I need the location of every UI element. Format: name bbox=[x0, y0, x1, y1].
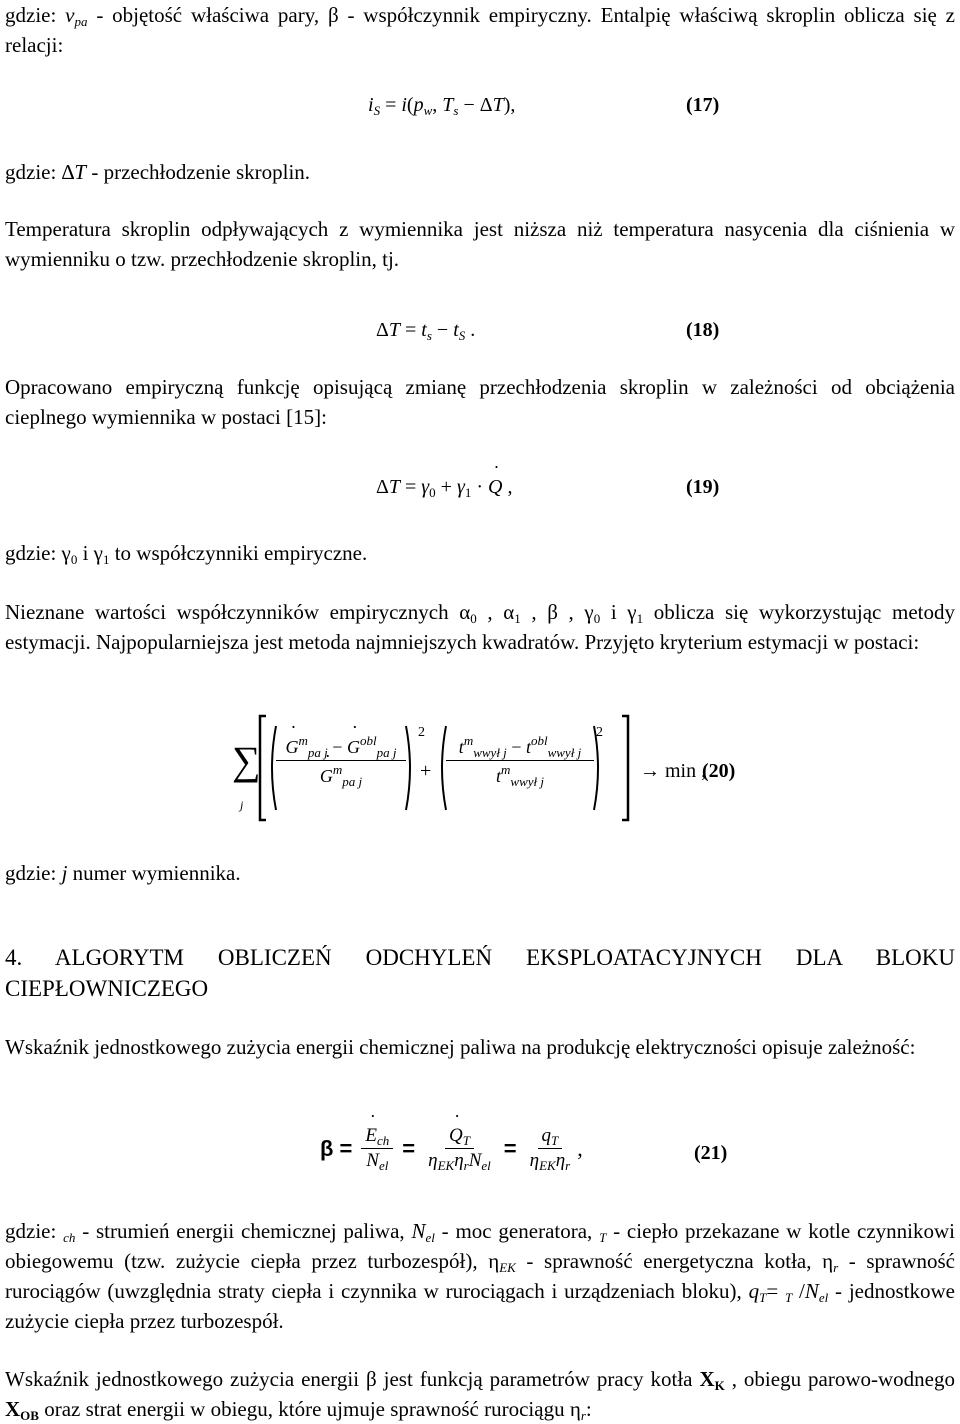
paragraph-definitions: gdzie: $_{ch}$ - strumień energii chemicznej paliwa, $N_{el}$ - moc generatora, $_T$ - ciepło przekazane w kotle czynnikowi obiegowemu (tzw. zużycie ciepła przez turbozespół), $\eta_{EK}$ - sprawność energetyczna kotła, $\eta_r$ - sprawność rurociągów (uwzględnia straty ciepła i czynnika w rurociągach i urządzeniach bloku), $q_T= _T$ $/N_{el}$ - jednostkowe zużycie ciepła przez turbozespół. bbox=[5, 1219, 955, 1333]
equation-number: (21) bbox=[694, 1142, 728, 1164]
equation-17 bbox=[0, 86, 960, 126]
equation-number: (18) bbox=[686, 319, 720, 341]
min-label: → min , bbox=[640, 760, 707, 782]
formula-18: $\Delta T = t_s - t_S$ . bbox=[376, 319, 476, 343]
text: - objętość właściwa pary, β - współczynnik empiryczny. Entalpię właściwą skroplin oblicza się z relacji: bbox=[5, 3, 956, 57]
equation-19 bbox=[0, 468, 960, 508]
paragraph-empirical-function: Opracowano empiryczną funkcję opisującą zmianę przechłodzenia skroplin w zależności od obciążenia cieplnego wymiennika w postaci [15]: bbox=[5, 375, 955, 429]
formula-17: $i_S = i(p_w$, $T_s - \Delta T$), bbox=[368, 94, 516, 118]
paragraph-temperature: Temperatura skroplin odpływających z wymiennika jest niższa niż temperatura nasycenia dla ciśnienia w wymienniku o tzw. przechłodzenie skroplin, tj. bbox=[5, 217, 955, 271]
text: gdzie: bbox=[5, 3, 66, 27]
sum-symbol: ∑ bbox=[232, 738, 261, 783]
fraction-g: ˙ $G^m_{pa j}$ − ˙ $G^{obl}_{pa j}$ ˙ $G^m_{pa j}$ bbox=[276, 734, 406, 791]
paragraph-j: gdzie: j numer wymiennika. bbox=[5, 861, 241, 885]
paragraph-gamma: gdzie: $\gamma_0$ i $\gamma_1$ to współczynniki empiryczne. bbox=[5, 541, 368, 567]
symbol-v: v bbox=[65, 3, 75, 27]
formula-19: $\Delta T = \gamma_0 + \gamma_1$ · ˙ Q , bbox=[376, 472, 512, 502]
subscript-pa: pa bbox=[74, 14, 88, 29]
paragraph-estimation: Nieznane wartości współczynników empirycznych $\alpha_0$ , $\alpha_1$ , β , $\gamma_0$ i $\gamma_1$ oblicza się wykorzystując metody estymacji. Najpopularniejsza jest metoda najmniejszych kwadratów. Przyjęto kryterium estymacji w postaci: bbox=[5, 600, 955, 654]
delta-symbol: ∆ bbox=[61, 160, 75, 184]
paragraph-intro bbox=[5, 0, 955, 60]
fraction-t: $t^m_{wwył j} - t^{obl}_{wwył j}$ $t^m_{wwył j}$ bbox=[446, 734, 594, 791]
equation-20: ∑ j 2 2 + ˙ $G^m_{pa j}$ − ˙ $G^{obl}_{pa j}$ ˙ $G^m_{pa j}$ $t^m_{wwył j} - t^{obl}_{wwył j}$ $t^m_{wwył j}$ → min , (20) bbox=[0, 712, 960, 824]
equation-number: (19) bbox=[686, 476, 720, 498]
section-heading: 4. ALGORYTM OBLICZEŃ ODCHYLEŃ EKSPLOATACYJNYCH DLA BLOKU CIEPŁOWNICZEGO bbox=[5, 945, 955, 1001]
equation-number: (20) bbox=[702, 760, 736, 782]
paragraph-delta-t: gdzie: ∆T - przechłodzenie skroplin. bbox=[5, 160, 311, 184]
equation-number: (17) bbox=[686, 94, 720, 116]
equation-21 bbox=[0, 1120, 960, 1192]
paragraph-beta-intro: Wskaźnik jednostkowego zużycia energii chemicznej paliwa na produkcję elektryczności opisuje zależność: bbox=[5, 1035, 916, 1059]
formula-21: β = ˙ $\frac{E_{ch}}{N_{el}}$ = ˙ $\frac{Q_T}{\eta_{EK}\eta_rN_{el}}$ = $\frac{q_T}{\eta_{EK}\eta_r}$ , bbox=[320, 1124, 583, 1173]
paragraph-beta-function: Wskaźnik jednostkowego zużycia energii β jest funkcją parametrów pracy kotła $X_K$ , obiegu parowo-wodnego $X_{OB}$ oraz strat energii w obiegu, które ujmuje sprawność rurociągu $\eta_r$: bbox=[5, 1367, 955, 1423]
equation-18 bbox=[0, 311, 960, 351]
